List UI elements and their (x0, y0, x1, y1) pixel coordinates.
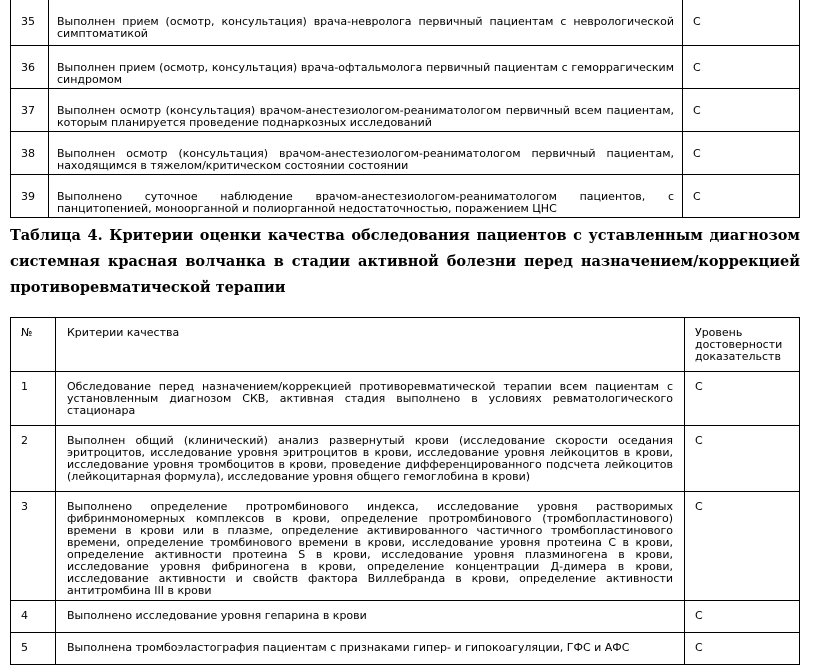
row-number: 4 (11, 601, 56, 633)
quality-criteria-table-continued (10, 0, 800, 218)
quality-criteria-table (10, 317, 800, 665)
table-row (11, 633, 800, 665)
table-row (11, 89, 800, 132)
table-row (11, 132, 800, 175)
evidence-level: C (685, 492, 800, 601)
table-row (11, 372, 800, 426)
criterion-text: Выполнен прием (осмотр, консультация) врача-офтальмолога первичный пациентам с геморрагическим синдромом (49, 46, 683, 89)
column-header-evidence-level: Уровень достоверности доказательств (685, 318, 800, 372)
criterion-text: Выполнено суточное наблюдение врачом-анестезиологом-реаниматологом пациентов, с панцитопенией, моноорганной и полиорганной недостаточностью, поражением ЦНС (49, 175, 683, 218)
criterion-text: Выполнен общий (клинический) анализ развернутый крови (исследование скорости оседания эритроцитов, исследование уровня эритроцитов в крови, исследование уровня лейкоцитов в крови, исследование уровня тромбоцитов в крови, проведение дифференцированного подсчета лейкоцитов (лейкоцитарная формула), исследование уровня общего гемоглобина в крови) (56, 426, 685, 492)
evidence-level: C (683, 132, 800, 175)
table-row (11, 426, 800, 492)
criterion-text: Выполнено определение протромбинового индекса, исследование уровня растворимых фибринмономерных комплексов в крови, определение протромбинового (тромбопластинового) времени в крови или в плазме, определение активированного частичного тромбопластинового времени, определение тромбинового времени в крови, исследование уровня протеина C в крови, определение активности протеина S в крови, исследование уровня плазминогена в крови, исследование уровня фибриногена в крови, определение концентрации Д-димера в крови, исследование активности и свойств фактора Виллебранда в крови, определение активности антитромбина III в крови (56, 492, 685, 601)
criterion-text: Выполнен осмотр (консультация) врачом-анестезиологом-реаниматологом первичный всем пациентам, которым планируется проведение поднаркозных исследований (49, 89, 683, 132)
evidence-level: C (685, 601, 800, 633)
evidence-level: C (683, 89, 800, 132)
evidence-level: C (685, 426, 800, 492)
table-header-row (11, 318, 800, 372)
row-number: 38 (11, 132, 49, 175)
table-row (11, 492, 800, 601)
row-number: 1 (11, 372, 56, 426)
table-row (11, 46, 800, 89)
criterion-text: Выполнен прием (осмотр, консультация) врача-невролога первичный пациентам с неврологической симптоматикой (49, 0, 683, 46)
column-header-number: № (11, 318, 56, 372)
evidence-level: C (683, 175, 800, 218)
row-number: 37 (11, 89, 49, 132)
row-number: 3 (11, 492, 56, 601)
evidence-level: C (685, 372, 800, 426)
table-row (11, 0, 800, 46)
table-row (11, 601, 800, 633)
table-row (11, 175, 800, 218)
row-number: 36 (11, 46, 49, 89)
row-number: 39 (11, 175, 49, 218)
criterion-text: Выполнено исследование уровня гепарина в крови (56, 601, 685, 633)
row-number: 2 (11, 426, 56, 492)
row-number: 35 (11, 0, 49, 46)
evidence-level: C (685, 633, 800, 665)
evidence-level: C (683, 46, 800, 89)
evidence-level: C (683, 0, 800, 46)
criterion-text: Обследование перед назначением/коррекцией противоревматической терапии всем пациентам с установленным диагнозом СКВ, активная стадия выполнено в условиях ревматологического стационара (56, 372, 685, 426)
column-header-criteria: Критерии качества (56, 318, 685, 372)
row-number: 5 (11, 633, 56, 665)
criterion-text: Выполнена тромбоэластография пациентам с признаками гипер- и гипокоагуляции, ГФС и АФС (56, 633, 685, 665)
criterion-text: Выполнен осмотр (консультация) врачом-анестезиологом-реаниматологом первичный пациентам, находящимся в тяжелом/критическом состоянии состоянии (49, 132, 683, 175)
table-caption: Таблица 4. Критерии оценки качества обследования пациентов с уставленным диагнозом системная красная волчанка в стадии активной болезни перед назначением/коррекцией противоревматической терапии (10, 227, 800, 296)
